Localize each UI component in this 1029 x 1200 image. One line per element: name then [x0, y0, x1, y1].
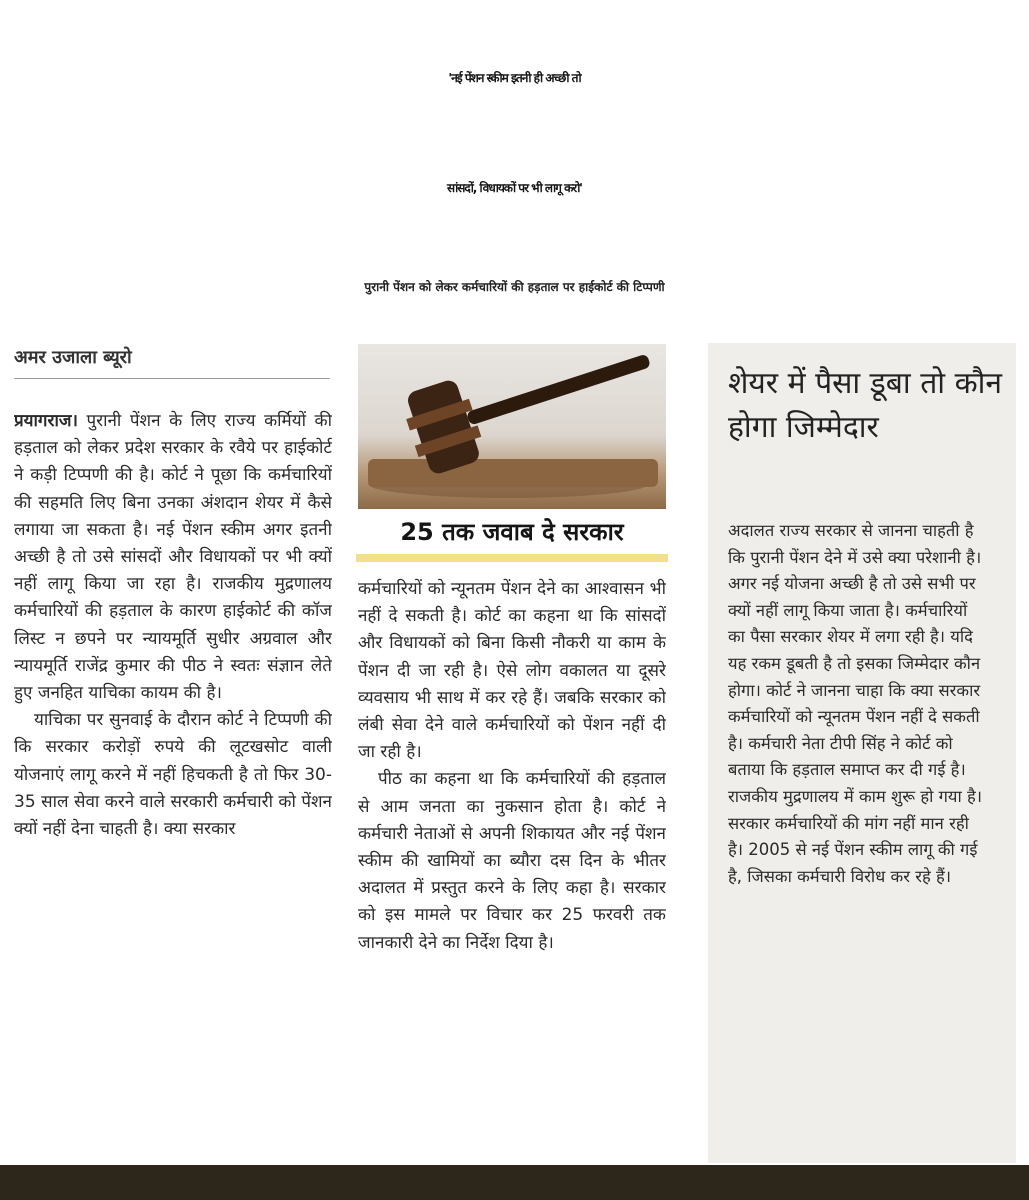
- gavel-icon: [358, 344, 666, 509]
- column-1-paragraph-1: [14, 408, 332, 707]
- photo-caption: 25 तक जवाब दे सरकार: [400, 518, 624, 546]
- caption-underline: [356, 554, 668, 562]
- sidebar-title: शेयर में पैसा डूबा तो कौन होगा जिम्मेदार: [728, 366, 1003, 445]
- byline-divider: [14, 378, 330, 379]
- article-column-2: [358, 576, 666, 1166]
- subheadline: पुरानी पेंशन को लेकर कर्मचारियों की हड़ताल पर हाईकोर्ट की टिप्पणी: [364, 280, 665, 294]
- sound-block: [368, 459, 658, 487]
- gavel-photo: [358, 344, 666, 509]
- column-1-text-1: पुरानी पेंशन के लिए राज्य कर्मियों की हड़ताल को लेकर प्रदेश सरकार के रवैये पर हाईकोर्ट ने कड़ी टिप्पणी की है। कोर्ट ने पूछा कि कर्मचारियों की सहमति लिए बिना उनका अंशदान शेयर में कैसे लगाया जा सकता है। नई पेंशन स्कीम अगर इतनी अच्छी है तो उसे सांसदों और विधायकों पर भी क्यों नहीं लागू किया जा रहा है। राजकीय मुद्रणालय कर्मचारियों की हड़ताल के कारण हाईकोर्ट की कॉज लिस्ट न छपने पर न्यायमूर्ति सुधीर अग्रवाल और न्यायमूर्ति राजेंद्र कुमार की पीठ ने स्वतः संज्ञान लेते हुए जनहित याचिका कायम की है।: [14, 411, 332, 704]
- column-2-paragraph-1: कर्मचारियों को न्यूनतम पेंशन देने का आश्वासन भी नहीं दे सकती है। कोर्ट का कहना था कि सांसदों और विधायकों को बिना किसी नौकरी या काम के पेंशन दी जा रही है। ऐसे लोग वकालत या दूसरे व्यवसाय भी साथ में कर रहे हैं। जबकि सरकार को लंबी सेवा देने वाले कर्मचारियों को पेंशन नहीं दी जा रही है।: [358, 579, 666, 763]
- dateline: प्रयागराज।: [14, 411, 78, 431]
- sidebar-paragraph: अदालत राज्य सरकार से जानना चाहती है कि पुरानी पेंशन देने में उसे क्या परेशानी है। अगर नई योजना अच्छी है तो उसे सभी पर क्यों नहीं लागू किया जाता है। कर्मचारियों का पैसा सरकार शेयर में लगा रही है। यदि यह रकम डूबती है तो इसका जिम्मेदार कौन होगा। कोर्ट ने जानना चाहा कि क्या सरकार कर्मचारियों को न्यूनतम पेंशन नहीं दे सकती है। कर्मचारी नेता टीपी सिंह ने कोर्ट को बताया कि हड़ताल समाप्त कर दी गई है। राजकीय मुद्रणालय में काम शुरू हो गया है। सरकार कर्मचारियों की मांग नहीं मान रही है। 2005 से नई पेंशन स्कीम लागू की गई है, जिसका कर्मचारी विरोध कर रहे हैं।: [728, 521, 982, 886]
- headline-line-1: 'नई पेंशन स्कीम इतनी ही अच्छी तो: [448, 71, 581, 85]
- headline-line-2: सांसदों, विधायकों पर भी लागू करो': [447, 181, 582, 195]
- footer-bar: [0, 1165, 1029, 1200]
- byline: अमर उजाला ब्यूरो: [14, 347, 132, 368]
- sidebar-text: [728, 518, 988, 1158]
- column-1-paragraph-2: याचिका पर सुनवाई के दौरान कोर्ट ने टिप्पणी की कि सरकार करोड़ों रुपये की लूटखसोट वाली योजनाएं लागू करने में नहीं हिचकती है तो फिर 30-35 साल सेवा करने वाले सरकारी कर्मचारी को पेंशन क्यों नहीं देना चाहती है। क्या सरकार: [14, 710, 332, 840]
- article-column-1: [14, 408, 332, 1163]
- gavel-handle: [466, 354, 651, 426]
- gavel-group: [399, 344, 662, 478]
- column-2-paragraph-2: पीठ का कहना था कि कर्मचारियों की हड़ताल से आम जनता का नुकसान होता है। कोर्ट ने कर्मचारी नेताओं से अपनी शिकायत और नई पेंशन स्कीम की खामियों का ब्यौरा दस दिन के भीतर अदालत में प्रस्तुत करने के लिए कहा है। सरकार को इस मामले पर विचार कर 25 फरवरी तक जानकारी देने का निर्देश दिया है।: [358, 769, 666, 953]
